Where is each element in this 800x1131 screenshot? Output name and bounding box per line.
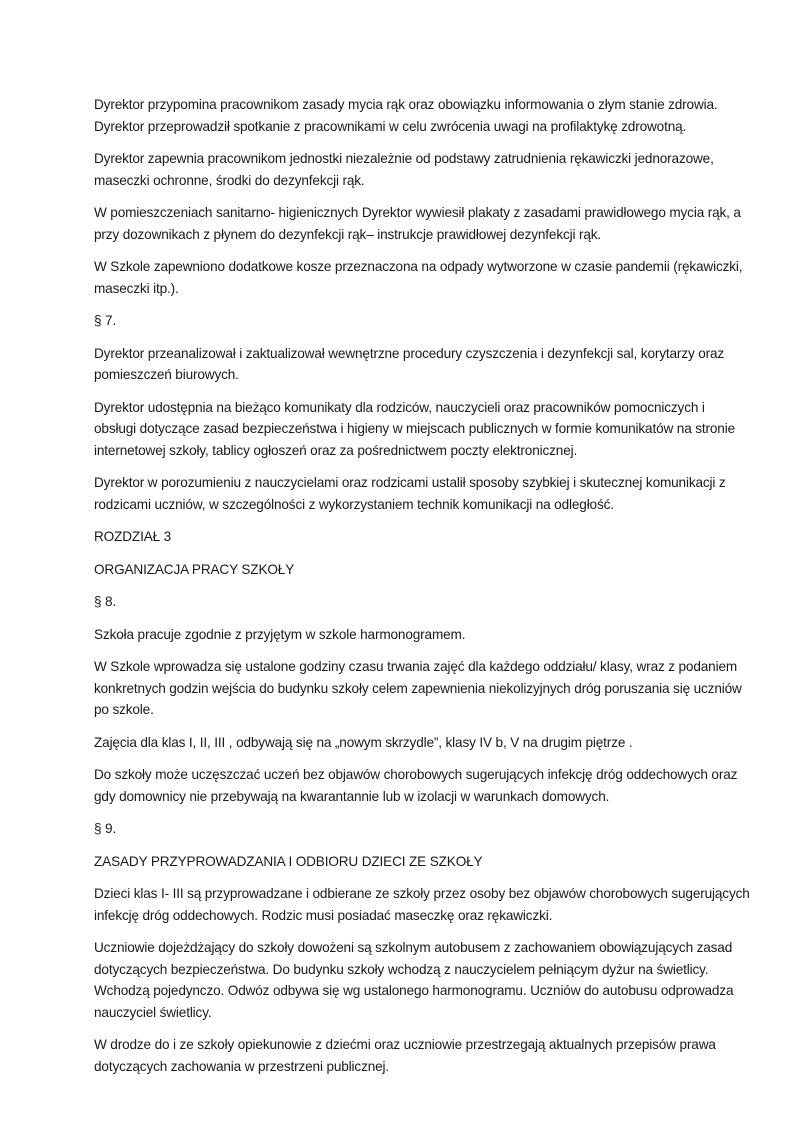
text-line: W drodze do i ze szkoły opiekunowie z dziećmi oraz uczniowie przestrzegają aktualnych przepisów prawa <box>94 1037 716 1052</box>
text-line: W pomieszczeniach sanitarno- higienicznych Dyrektor wywiesił plakaty z zasadami prawidłowego mycia rąk, a <box>94 205 741 220</box>
paragraph <box>94 656 766 721</box>
text-line: konkretnych godzin wejścia do budynku szkoły celem zapewnienia niekolizyjnych dróg poruszania się uczniów <box>94 680 742 696</box>
text-line: Dyrektor przypomina pracownikom zasady mycia rąk oraz obowiązku informowania o złym stanie zdrowia. <box>94 97 718 112</box>
text-line: pomieszczeń biurowych. <box>94 367 239 382</box>
text-line: ROZDZIAŁ 3 <box>94 529 172 544</box>
paragraph <box>94 148 766 191</box>
document-body <box>94 94 766 1088</box>
paragraph <box>94 202 766 245</box>
paragraph <box>94 526 766 548</box>
paragraph <box>94 883 766 926</box>
text-line: maseczki ochronne, środki do dezynfekcji rąk. <box>94 172 365 188</box>
text-line: przy dozownikach z płynem do dezynfekcji rąk– instrukcje prawidłowej dezynfekcji rąk. <box>94 226 602 242</box>
text-line: W Szkole zapewniono dodatkowe kosze przeznaczona na odpady wytworzone w czasie pandemii (rękawiczki, <box>94 259 743 274</box>
text-line: W Szkole wprowadza się ustalone godziny czasu trwania zajęć dla każdego oddziału/ klasy, wraz z podaniem <box>94 659 738 674</box>
paragraph <box>94 472 766 515</box>
paragraph <box>94 310 766 332</box>
text-line: Dyrektor przeprowadził spotkanie z pracownikami w celu zwrócenia uwagi na profilaktykę zdrowotną. <box>94 118 687 134</box>
text-line: ORGANIZACJA PRACY SZKOŁY <box>94 561 295 577</box>
text-line: Dyrektor w porozumieniu z nauczycielami oraz rodzicami ustalił sposoby szybkiej i skutecznej komunikacji z <box>94 475 726 490</box>
text-line: obsługi dotyczące zasad bezpieczeństwa i higieny w miejscach publicznych w formie komunikatów na stronie <box>94 421 735 436</box>
text-line: Do szkoły może uczęszczać uczeń bez objawów chorobowych sugerujących infekcję dróg oddechowych oraz <box>94 767 738 782</box>
paragraph <box>94 818 766 840</box>
text-line: ZASADY PRZYPROWADZANIA I ODBIORU DZIECI ZE SZKOŁY <box>94 853 483 869</box>
paragraph <box>94 94 766 137</box>
text-line: dotyczących zachowania w przestrzeni publicznej. <box>94 1058 390 1074</box>
paragraph <box>94 559 766 581</box>
paragraph <box>94 851 766 873</box>
text-line: Dyrektor zapewnia pracownikom jednostki niezależnie od podstawy zatrudnienia rękawiczki jednorazowe, <box>94 151 714 166</box>
text-line: Dyrektor przeanalizował i zaktualizował wewnętrzne procedury czyszczenia i dezynfekcji sal, korytarzy oraz <box>94 345 725 361</box>
text-line: § 7. <box>94 313 117 328</box>
paragraph <box>94 591 766 613</box>
text-line: dotyczących bezpieczeństwa. Do budynku szkoły wchodzą z nauczycielem pełniącym dyżur na świetlicy. <box>94 961 709 977</box>
paragraph <box>94 397 766 462</box>
text-line: § 8. <box>94 594 117 609</box>
text-line: gdy domownicy nie przebywają na kwarantannie lub w izolacji w warunkach domowych. <box>94 788 610 804</box>
paragraph <box>94 937 766 1023</box>
text-line: Uczniowie dojeżdżający do szkoły dowożeni są szkolnym autobusem z zachowaniem obowiązujących zasad <box>94 940 733 955</box>
text-line: Wchodzą pojedynczo. Odwóz odbywa się wg ustalonego harmonogramu. Uczniów do autobusu odprowadza <box>94 983 734 998</box>
paragraph <box>94 343 766 386</box>
paragraph <box>94 624 766 646</box>
paragraph <box>94 256 766 299</box>
text-line: Zajęcia dla klas I, II, III , odbywają się na „nowym skrzydle”, klasy IV b, V na drugim piętrze . <box>94 734 633 750</box>
paragraph <box>94 764 766 807</box>
text-line: po szkole. <box>94 702 154 717</box>
text-line: maseczki itp.). <box>94 280 179 296</box>
paragraph <box>94 1034 766 1077</box>
text-line: infekcję dróg oddechowych. Rodzic musi posiadać maseczkę oraz rękawiczki. <box>94 907 553 923</box>
text-line: rodzicami uczniów, w szczególności z wykorzystaniem technik komunikacji na odległość. <box>94 496 614 512</box>
text-line: Szkoła pracuje zgodnie z przyjętym w szkole harmonogramem. <box>94 626 466 642</box>
text-line: internetowej szkoły, tablicy ogłoszeń oraz za pośrednictwem poczty elektronicznej. <box>94 442 578 458</box>
text-line: Dyrektor udostępnia na bieżąco komunikaty dla rodziców, nauczycieli oraz pracowników pomocniczych i <box>94 399 705 415</box>
text-line: § 9. <box>94 821 117 836</box>
paragraph <box>94 732 766 754</box>
text-line: nauczyciel świetlicy. <box>94 1004 212 1020</box>
text-line: Dzieci klas I- III są przyprowadzane i odbierane ze szkoły przez osoby bez objawów chorobowych sugerujących <box>94 886 750 901</box>
